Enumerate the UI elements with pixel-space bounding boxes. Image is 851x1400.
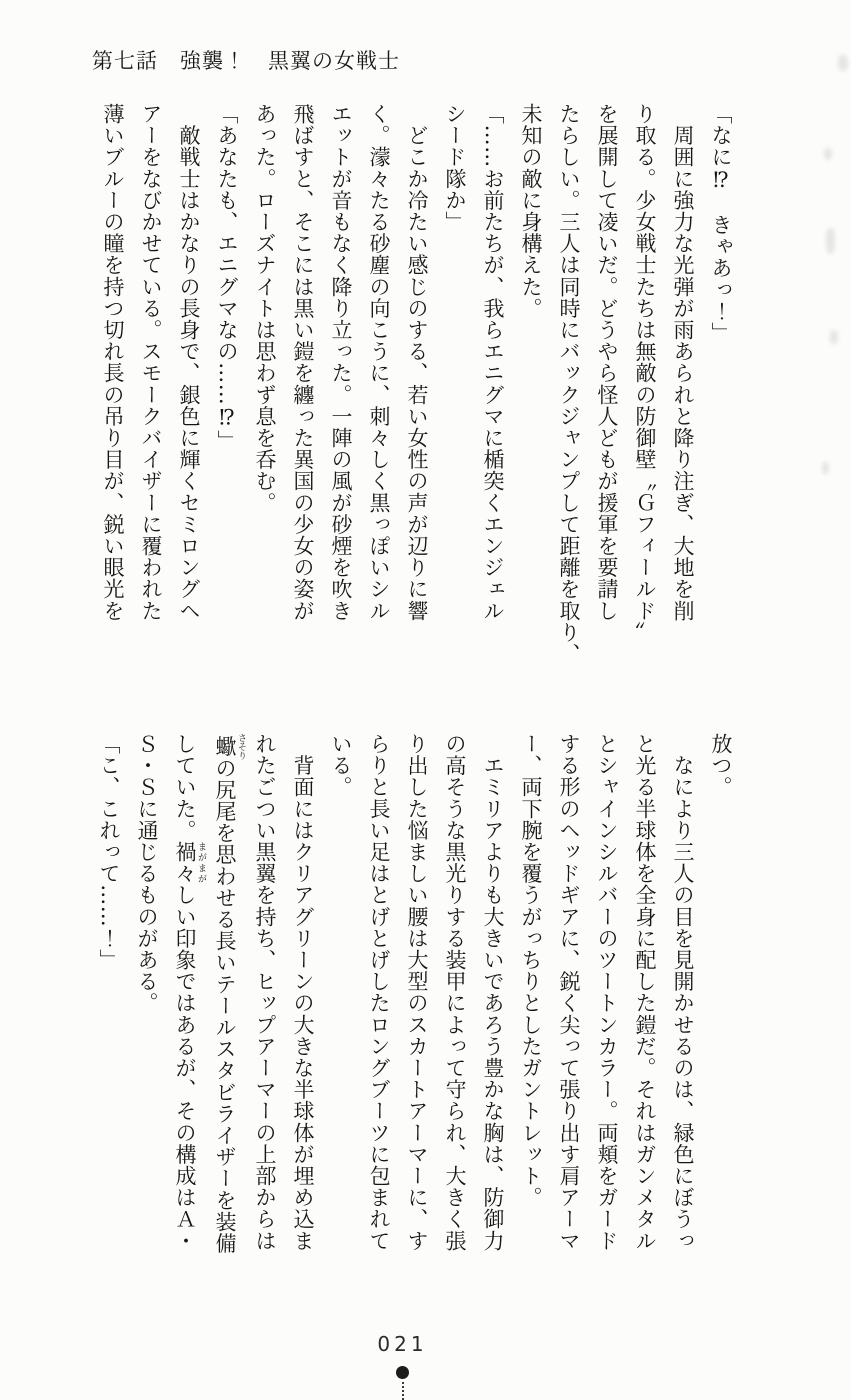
text-column: らりと長い足はとげとげしたロングブーツに包まれて [367, 733, 391, 1252]
scan-artifact [830, 330, 838, 344]
text-column: 敵戦士はかなりの長身で、銀色に輝くセミロングヘ [177, 103, 201, 622]
scan-artifact [824, 148, 832, 160]
text-column: 「こ、これって……！」 [97, 733, 121, 971]
scan-artifact [838, 55, 848, 71]
text-column: 「あなたも、エニグマなの……⁉」 [215, 103, 239, 452]
furigana-ruby: 禍々 まがまが [173, 841, 206, 885]
text-column: 未知の敵に身構えた。 [519, 103, 543, 319]
text-column: ー、両下腕を覆うがっちりとしたガントレット。 [519, 733, 543, 1209]
text-column: シード隊か」 [443, 103, 467, 233]
binding-dot-mark [396, 1366, 409, 1379]
text-column: エミリアよりも大きいであろう豊かな胸は、防御力 [481, 733, 505, 1252]
text-column: 蠍 さそりの尻尾を思わせる長いテールスタビライザーを装備 [213, 733, 246, 1255]
text-column: 薄いブルーの瞳を持つ切れ長の吊り目が、鋭い眼光を [101, 103, 125, 622]
text-column: と光る半球体を全身に配した鎧だ。それはガンメタル [633, 733, 657, 1252]
text-column: どこか冷たい感じのする、若い女性の声が辺りに響 [405, 103, 429, 622]
text-column: とシャインシルバーのツートンカラー。両頬をガード [595, 733, 619, 1252]
furigana-ruby: 蠍 さそり [213, 733, 246, 760]
text-column: エットが音もなく降り立った。一陣の風が砂煙を吹き [329, 103, 353, 622]
top-text-block [94, 103, 740, 708]
text-column: 飛ばすと、そこには黒い鎧を纏った異国の少女の姿が [291, 103, 315, 622]
text-column: 放つ。 [709, 733, 733, 798]
chapter-header: 第七話 強襲！ 黒翼の女戦士 [92, 49, 400, 73]
text-column: 周囲に強力な光弾が雨あられと降り注ぎ、大地を削 [671, 103, 695, 622]
text-column: を展開して凌いだ。どうやら怪人どもが援軍を要請し [595, 103, 619, 622]
text-column: アーをなびかせている。スモークバイザーに覆われた [139, 103, 163, 622]
binding-dotted-line [402, 1382, 404, 1400]
text-column: の高そうな黒光りする装甲によって守られ、大きく張 [443, 733, 467, 1252]
scan-artifact [826, 228, 835, 254]
text-column: り取る。少女戦士たちは無敵の防御壁〝Ｇフィールド〟 [633, 103, 657, 643]
text-column: あった。ローズナイトは思わず息を呑む。 [253, 103, 277, 514]
scan-artifact [822, 462, 829, 474]
text-column: していた。禍々 まがまがしい印象ではあるが、その構成はＡ・ [173, 733, 206, 1252]
text-column: なにより三人の目を見開かせるのは、緑色にぼうっ [671, 733, 695, 1252]
text-column: 「なに⁉ きゃあっ！」 [709, 103, 733, 344]
page-number: 021 [377, 1332, 428, 1356]
text-column: 「……お前たちが、我らエニグマに楯突くエンジェル [481, 103, 505, 622]
text-column: り出した悩ましい腰は大型のスカートアーマーに、す [405, 733, 429, 1252]
text-column: する形のヘッドギアに、鋭く尖って張り出す肩アーマ [557, 733, 581, 1252]
text-column: いる。 [329, 733, 353, 798]
text-column: たらしい。三人は同時にバックジャンプして距離を取り、 [557, 103, 581, 665]
text-column: Ｓ・Ｓに通じるものがある。 [135, 733, 159, 1014]
bottom-text-block [90, 733, 740, 1338]
text-column: 背面にはクリアグリーンの大きな半球体が埋め込ま [291, 733, 315, 1252]
text-column: く。濛々たる砂塵の向こうに、刺々しく黒っぽいシル [367, 103, 391, 622]
text-column: れたごつい黒翼を持ち、ヒップアーマーの上部からは [253, 733, 277, 1252]
